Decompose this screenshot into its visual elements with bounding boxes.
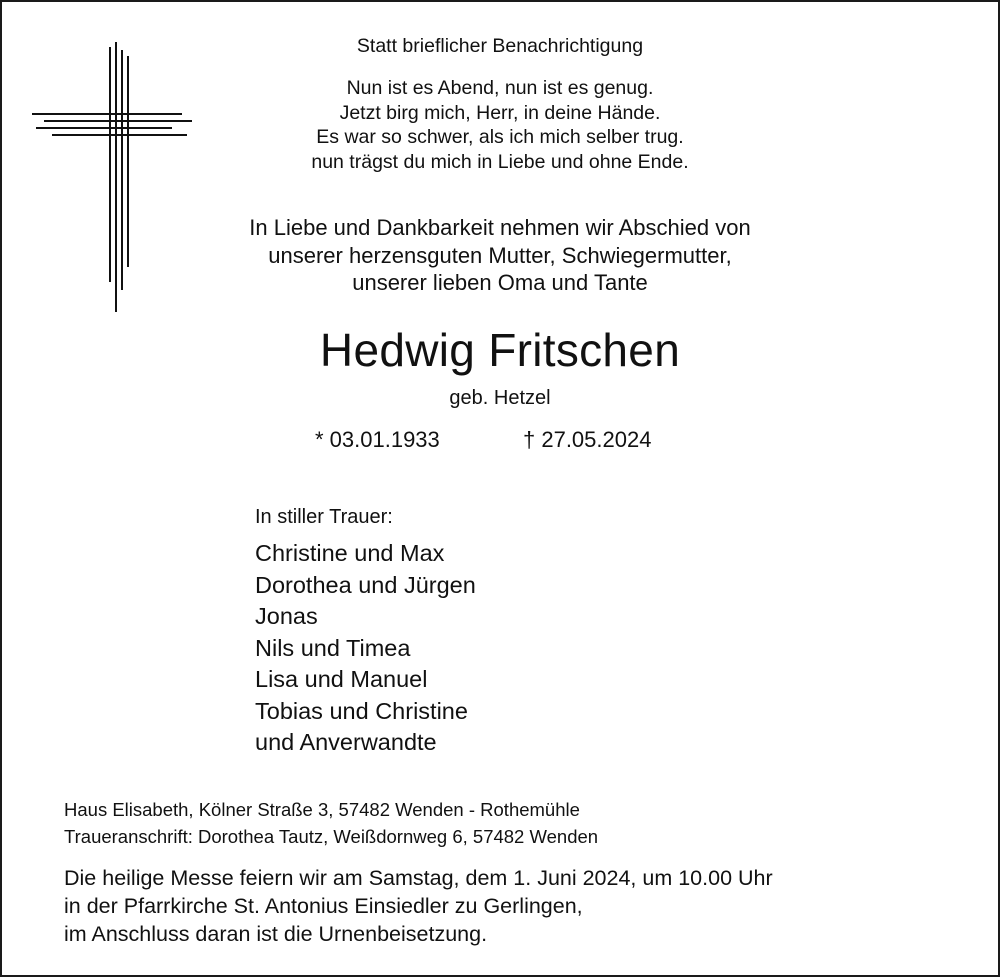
farewell-line: unserer lieben Oma und Tante: [352, 270, 648, 295]
mourners-list: [255, 538, 476, 759]
mourner: und Anverwandte: [255, 729, 437, 755]
poem-line: Nun ist es Abend, nun ist es genug.: [346, 77, 654, 99]
poem-line: Jetzt birg mich, Herr, in deine Hände.: [339, 101, 661, 124]
maiden-name: geb. Hetzel: [449, 387, 551, 409]
poem-line: Es war so schwer, als ich mich selber trug.: [316, 126, 684, 148]
death-date: † 27.05.2024: [523, 427, 652, 452]
mourning-label: In stiller Trauer:: [255, 506, 393, 528]
farewell-line: unserer herzensguten Mutter, Schwiegermutter,: [268, 242, 732, 268]
birth-date: * 03.01.1933: [315, 427, 440, 452]
mourner: Jonas: [255, 603, 318, 629]
mourner: Christine und Max: [255, 540, 445, 566]
mourner: Nils und Timea: [255, 634, 411, 661]
address-line: Traueranschrift: Dorothea Tautz, Weißdornweg 6, 57482 Wenden: [64, 826, 599, 847]
farewell-text: [2, 214, 998, 297]
intro-line: Statt brieflicher Benachrichtigung: [356, 35, 644, 57]
mass-line: in der Pfarrkirche St. Antonius Einsiedler zu Gerlingen,: [64, 894, 583, 918]
mass-line: Die heilige Messe feiern wir am Samstag, dem 1. Juni 2024, um 10.00 Uhr: [64, 866, 773, 890]
deceased-name: Hedwig Fritschen: [319, 324, 681, 376]
mass-line: im Anschluss daran ist die Urnenbeisetzung.: [64, 922, 488, 946]
addresses: [64, 796, 598, 850]
poem-line: nun trägst du mich in Liebe und ohne Ende.: [311, 150, 689, 173]
farewell-line: In Liebe und Dankbarkeit nehmen wir Abschied von: [249, 215, 751, 240]
mourner: Lisa und Manuel: [255, 666, 428, 692]
poem: [2, 76, 998, 174]
address-line: Haus Elisabeth, Kölner Straße 3, 57482 Wenden - Rothemühle: [64, 799, 580, 820]
mourner: Tobias und Christine: [255, 697, 468, 724]
life-dates: [2, 427, 998, 457]
mass-announcement: [64, 864, 773, 948]
mourner: Dorothea und Jürgen: [255, 571, 476, 598]
